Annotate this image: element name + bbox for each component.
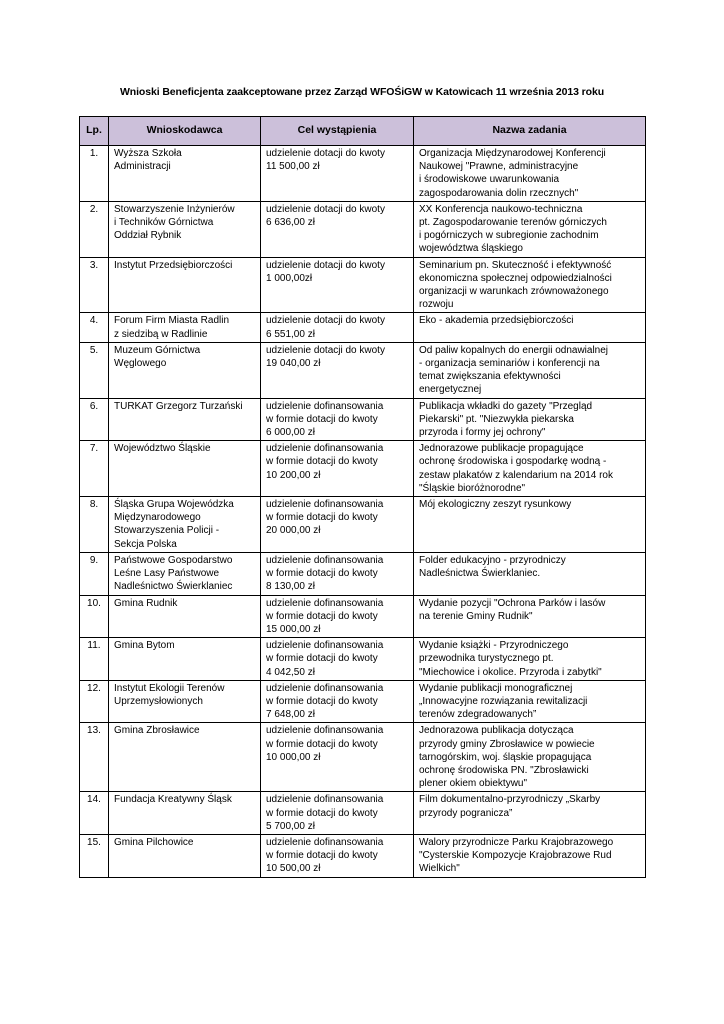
cell-task: Wydanie książki - Przyrodniczego przewodnika turystycznego pt. "Miechowice i okolice. Przyroda i zabytki": [414, 638, 646, 681]
cell-applicant: Województwo Śląskie: [109, 441, 261, 497]
cell-lp: 10.: [80, 595, 109, 638]
table-row: [80, 313, 646, 342]
table-row: [80, 792, 646, 835]
cell-lp: 11.: [80, 638, 109, 681]
cell-lp: 9.: [80, 552, 109, 595]
table-row: [80, 257, 646, 313]
table-row: [80, 441, 646, 497]
cell-lp: 6.: [80, 398, 109, 441]
cell-applicant: Gmina Zbrosławice: [109, 723, 261, 792]
cell-task: Folder edukacyjno - przyrodniczy Nadleśnictwa Świerklaniec.: [414, 552, 646, 595]
cell-lp: 7.: [80, 441, 109, 497]
table-body: [80, 146, 646, 878]
cell-lp: 2.: [80, 201, 109, 257]
cell-applicant: Śląska Grupa Wojewódzka Międzynarodowego Stowarzyszenia Policji - Sekcja Polska: [109, 497, 261, 553]
cell-task: Walory przyrodnicze Parku Krajobrazowego "Cysterskie Kompozycje Krajobrazowe Rud Wielkich": [414, 834, 646, 877]
cell-applicant: TURKAT Grzegorz Turzański: [109, 398, 261, 441]
table-row: [80, 723, 646, 792]
header-applicant: Wnioskodawca: [109, 117, 261, 146]
cell-purpose: udzielenie dotacji do kwoty 6 551,00 zł: [261, 313, 414, 342]
cell-task: Seminarium pn. Skuteczność i efektywność ekonomiczna społecznej odpowiedzialności organizacji w warunkach zrównoważonego rozwoju: [414, 257, 646, 313]
cell-applicant: Gmina Pilchowice: [109, 834, 261, 877]
table-row: [80, 146, 646, 202]
table-row: [80, 595, 646, 638]
cell-applicant: Muzeum Górnictwa Węglowego: [109, 342, 261, 398]
cell-lp: 1.: [80, 146, 109, 202]
document-title: Wnioski Beneficjenta zaakceptowane przez Zarząd WFOŚiGW w Katowicach 11 września 2013 roku: [119, 86, 605, 98]
table-row: [80, 680, 646, 723]
cell-task: Wydanie publikacji monograficznej „Innowacyjne rozwiązania rewitalizacji terenów zdegradowanych”: [414, 680, 646, 723]
cell-purpose: udzielenie dotacji do kwoty 6 636,00 zł: [261, 201, 414, 257]
cell-applicant: Gmina Bytom: [109, 638, 261, 681]
cell-applicant: Instytut Ekologii Terenów Uprzemysłowionych: [109, 680, 261, 723]
cell-task: Wydanie pozycji "Ochrona Parków i lasów na terenie Gminy Rudnik": [414, 595, 646, 638]
header-row: [80, 117, 646, 146]
cell-lp: 8.: [80, 497, 109, 553]
cell-task: Jednorazowe publikacje propagujące ochronę środowiska i gospodarkę wodną - zestaw plakatów z kalendarium na 2014 rok "Śląskie bioróżnorodne": [414, 441, 646, 497]
cell-lp: 12.: [80, 680, 109, 723]
cell-purpose: udzielenie dofinansowania w formie dotacji do kwoty 6 000,00 zł: [261, 398, 414, 441]
cell-task: Organizacja Międzynarodowej Konferencji Naukowej "Prawne, administracyjne i środowiskowe uwarunkowania zagospodarowania dolin rzecznych": [414, 146, 646, 202]
cell-applicant: Stowarzyszenie Inżynierów i Techników Górnictwa Oddział Rybnik: [109, 201, 261, 257]
cell-lp: 5.: [80, 342, 109, 398]
cell-lp: 4.: [80, 313, 109, 342]
table-row: [80, 497, 646, 553]
cell-lp: 14.: [80, 792, 109, 835]
table-row: [80, 342, 646, 398]
cell-lp: 13.: [80, 723, 109, 792]
cell-applicant: Gmina Rudnik: [109, 595, 261, 638]
cell-purpose: udzielenie dofinansowania w formie dotacji do kwoty 5 700,00 zł: [261, 792, 414, 835]
cell-task: Od paliw kopalnych do energii odnawialnej - organizacja seminariów i konferencji na temat zwiększania efektywności energetycznej: [414, 342, 646, 398]
header-task: Nazwa zadania: [414, 117, 646, 146]
cell-lp: 15.: [80, 834, 109, 877]
header-purpose: Cel wystąpienia: [261, 117, 414, 146]
applications-table: [79, 116, 646, 878]
cell-purpose: udzielenie dofinansowania w formie dotacji do kwoty 20 000,00 zł: [261, 497, 414, 553]
cell-task: Eko - akademia przedsiębiorczości: [414, 313, 646, 342]
cell-applicant: Forum Firm Miasta Radlin z siedzibą w Radlinie: [109, 313, 261, 342]
table-row: [80, 552, 646, 595]
table-row: [80, 834, 646, 877]
cell-applicant: Instytut Przedsiębiorczości: [109, 257, 261, 313]
table-header: [80, 117, 646, 146]
cell-applicant: Państwowe Gospodarstwo Leśne Lasy Państwowe Nadleśnictwo Świerklaniec: [109, 552, 261, 595]
cell-purpose: udzielenie dofinansowania w formie dotacji do kwoty 10 200,00 zł: [261, 441, 414, 497]
cell-applicant: Fundacja Kreatywny Śląsk: [109, 792, 261, 835]
cell-purpose: udzielenie dofinansowania w formie dotacji do kwoty 7 648,00 zł: [261, 680, 414, 723]
cell-task: Mój ekologiczny zeszyt rysunkowy: [414, 497, 646, 553]
cell-purpose: udzielenie dofinansowania w formie dotacji do kwoty 10 000,00 zł: [261, 723, 414, 792]
cell-purpose: udzielenie dofinansowania w formie dotacji do kwoty 10 500,00 zł: [261, 834, 414, 877]
cell-applicant: Wyższa Szkoła Administracji: [109, 146, 261, 202]
cell-task: Film dokumentalno-przyrodniczy „Skarby przyrody pogranicza”: [414, 792, 646, 835]
cell-purpose: udzielenie dofinansowania w formie dotacji do kwoty 8 130,00 zł: [261, 552, 414, 595]
cell-purpose: udzielenie dotacji do kwoty 1 000,00zł: [261, 257, 414, 313]
header-lp: Lp.: [80, 117, 109, 146]
cell-purpose: udzielenie dotacji do kwoty 19 040,00 zł: [261, 342, 414, 398]
cell-purpose: udzielenie dofinansowania w formie dotacji do kwoty 15 000,00 zł: [261, 595, 414, 638]
cell-task: Jednorazowa publikacja dotycząca przyrody gminy Zbrosławice w powiecie tarnogórskim, woj. śląskie propagująca ochronę środowiska PN. "Zbrosławicki plener okiem obiektywu": [414, 723, 646, 792]
cell-task: Publikacja wkładki do gazety "Przegląd Piekarski" pt. "Niezwykła piekarska przyroda i formy jej ochrony": [414, 398, 646, 441]
table-row: [80, 398, 646, 441]
cell-purpose: udzielenie dofinansowania w formie dotacji do kwoty 4 042,50 zł: [261, 638, 414, 681]
table-row: [80, 638, 646, 681]
table-row: [80, 201, 646, 257]
cell-task: XX Konferencja naukowo-techniczna pt. Zagospodarowanie terenów górniczych i pogórniczych w subregionie zachodnim województwa śląskiego: [414, 201, 646, 257]
cell-purpose: udzielenie dotacji do kwoty 11 500,00 zł: [261, 146, 414, 202]
cell-lp: 3.: [80, 257, 109, 313]
